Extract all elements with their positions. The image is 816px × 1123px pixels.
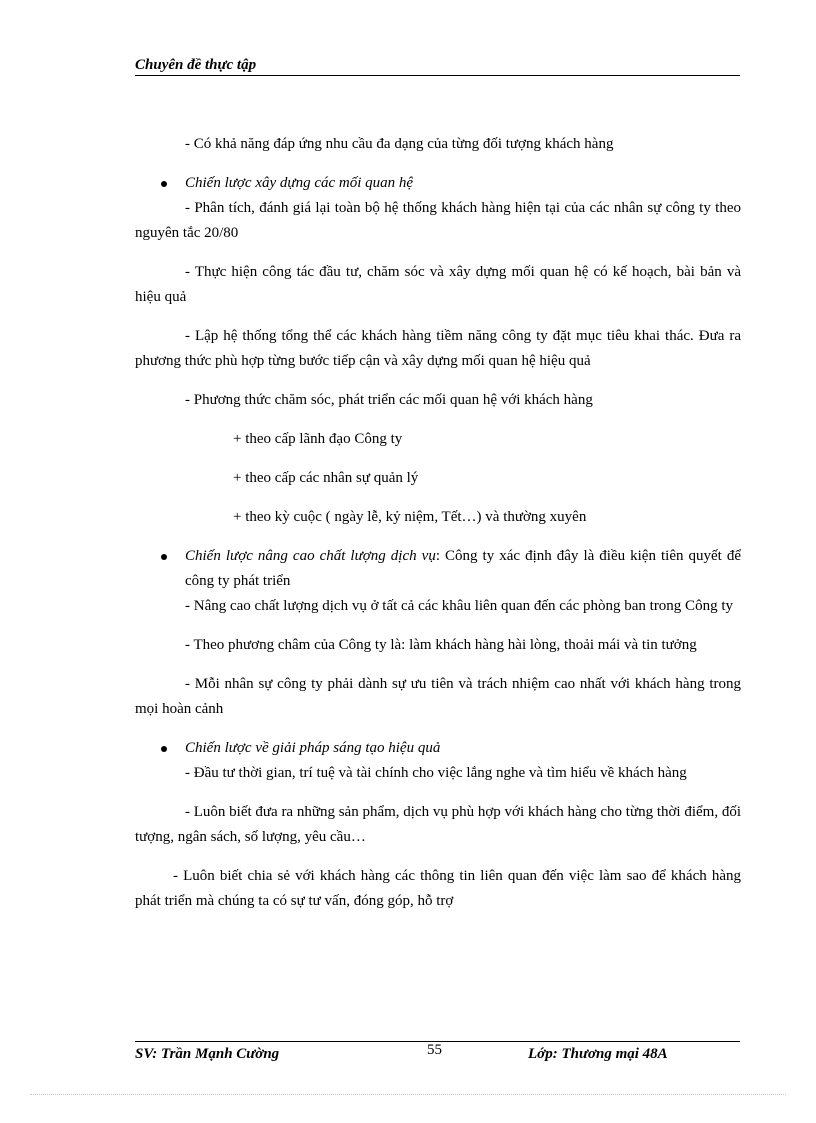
page-footer [135,1041,740,1072]
sub-item: + theo cấp lãnh đạo Công ty [233,431,403,447]
page-bottom-divider [30,1094,786,1095]
paragraph: - Phương thức chăm sóc, phát triển các mối quan hệ với khách hàng [185,392,593,408]
paragraph: - Phân tích, đánh giá lại toàn bộ hệ thống khách hàng hiện tại của các nhân sự công ty theo nguyên tắc 20/80 [135,200,741,241]
bullet-item [135,171,741,196]
sub-item: + theo kỳ cuộc ( ngày lễ, kỷ niệm, Tết…) và thường xuyên [233,509,587,525]
bullet-dot-icon [161,746,167,752]
page-body [135,132,741,914]
paragraph: - Luôn biết chia sẻ với khách hàng các thông tin liên quan đến việc làm sao để khách hàng phát triển mà chúng ta có sự tư vấn, đóng góp, hỗ trợ [135,868,741,909]
page-header [135,56,740,76]
paragraph: - Mỗi nhân sự công ty phải dành sự ưu tiên và trách nhiệm cao nhất với khách hàng trong mọi hoàn cảnh [135,676,741,717]
bullet-dot-icon [161,554,167,560]
paragraph: - Nâng cao chất lượng dịch vụ ở tất cả các khâu liên quan đến các phòng ban trong Công ty [185,598,733,614]
paragraph: - Theo phương châm của Công ty là: làm khách hàng hài lòng, thoải mái và tin tưởng [185,637,697,653]
page-number: 55 [427,1042,442,1058]
bullet-dot-icon [161,181,167,187]
bullet-title: Chiến lược về giải pháp sáng tạo hiệu quả [185,740,441,756]
paragraph: - Lập hệ thống tổng thể các khách hàng tiềm năng công ty đặt mục tiêu khai thác. Đưa ra phương thức phù hợp từng bước tiếp cận và xây dựng mối quan hệ hiệu quả [135,328,741,369]
bullet-text: : Công ty xác định đây là điều kiện tiên quyết để công ty phát triển [185,548,741,589]
footer-class: Lớp: Thương mại 48A [528,1046,668,1062]
bullet-item [135,544,741,594]
paragraph: - Đầu tư thời gian, trí tuệ và tài chính cho việc lắng nghe và tìm hiểu về khách hàng [185,765,687,781]
paragraph: - Luôn biết đưa ra những sản phẩm, dịch vụ phù hợp với khách hàng cho từng thời điểm, đối tượng, ngân sách, số lượng, yêu cầu… [135,804,742,845]
bullet-title: Chiến lược nâng cao chất lượng dịch vụ [185,548,436,564]
header-title: Chuyên đề thực tập [135,57,257,73]
footer-student: SV: Trần Mạnh Cường [135,1046,280,1062]
bullet-item [135,736,741,761]
sub-item: + theo cấp các nhân sự quản lý [233,470,419,486]
bullet-title: Chiến lược xây dựng các mối quan hệ [185,175,414,191]
paragraph: - Có khả năng đáp ứng nhu cầu đa dạng của từng đối tượng khách hàng [185,136,614,152]
paragraph: - Thực hiện công tác đầu tư, chăm sóc và xây dựng mối quan hệ có kế hoạch, bài bản và hiệu quả [135,264,741,305]
